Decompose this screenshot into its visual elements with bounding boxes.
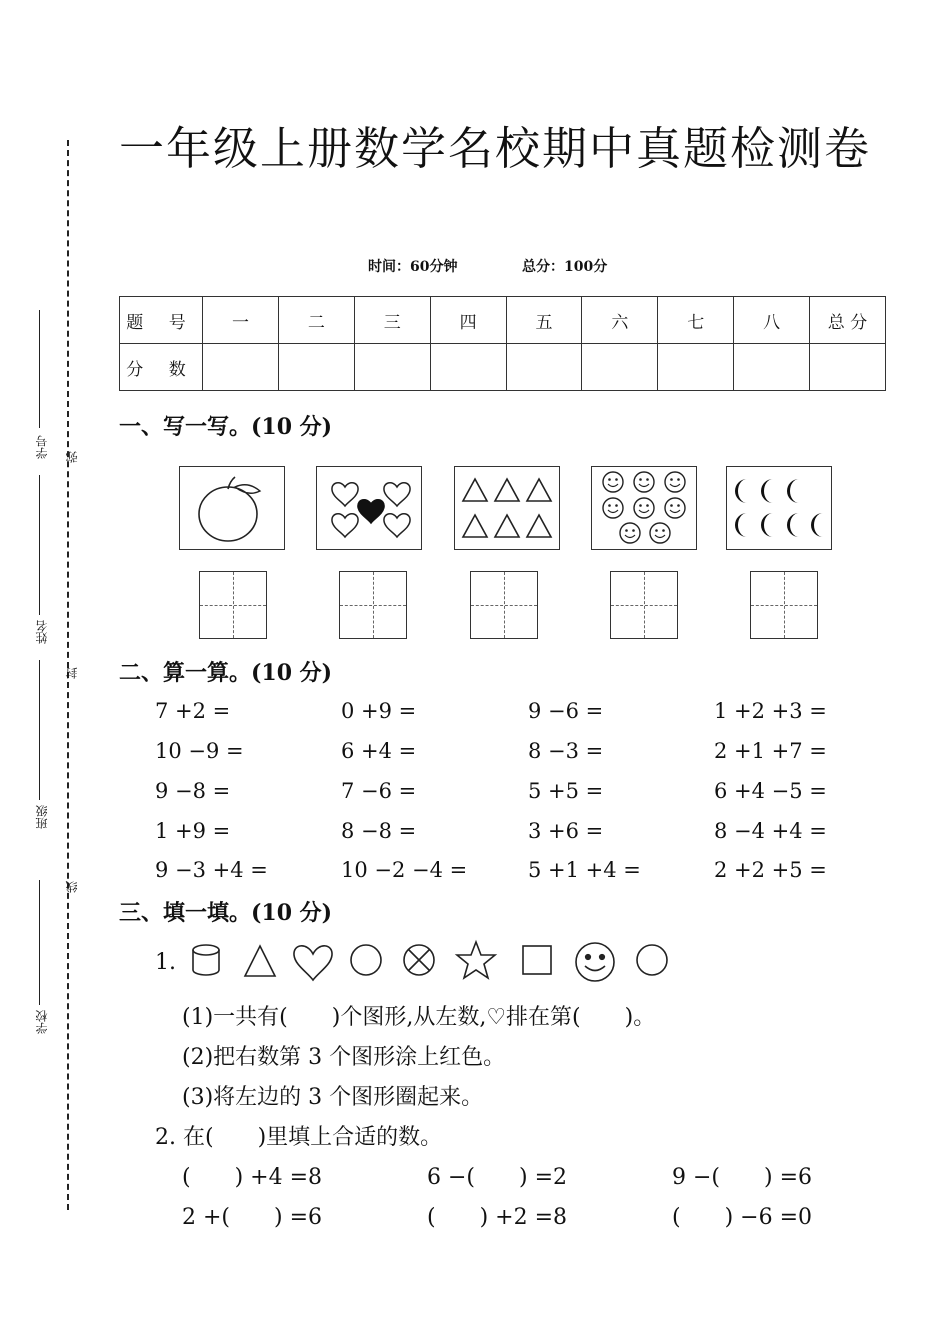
- picture-box: [179, 466, 285, 550]
- name-line[interactable]: [39, 475, 40, 615]
- column-header: 总 分: [810, 297, 886, 344]
- triangles-icon: [455, 467, 559, 549]
- picture-box: [726, 466, 832, 550]
- equation: 1 +2 +3 =: [714, 699, 827, 723]
- writing-grid[interactable]: [199, 571, 267, 639]
- fill-equation: ( ) −6 =0: [672, 1205, 813, 1230]
- table-row: [120, 297, 886, 344]
- score-table: [119, 296, 886, 391]
- star-icon: [457, 942, 495, 978]
- fill-equation: ( ) +2 =8: [427, 1205, 568, 1230]
- section-heading: 二、算一算。(10 分): [119, 660, 333, 686]
- column-header: 八: [734, 297, 810, 344]
- smileys-icon: [592, 467, 696, 549]
- fill-equation: ( ) +4 =8: [182, 1165, 323, 1190]
- writing-grid[interactable]: [610, 571, 678, 639]
- equation: 7 +2 =: [155, 699, 231, 723]
- score-cell[interactable]: [506, 344, 582, 391]
- square-icon: [523, 946, 551, 974]
- page-title: 一年级上册数学名校期中真题检测卷: [118, 122, 871, 175]
- equation: 5 +5 =: [528, 779, 604, 803]
- section-heading: 三、填一填。(10 分): [119, 900, 333, 926]
- school-line[interactable]: [39, 880, 40, 1005]
- circle-icon: [637, 945, 667, 975]
- label-school: 学校: [35, 1010, 49, 1034]
- picture-box: [591, 466, 697, 550]
- equation: 8 −8 =: [341, 819, 417, 843]
- column-header: 二: [278, 297, 354, 344]
- picture-box: [454, 466, 560, 550]
- question-line: 2. 在( )里填上合适的数。: [155, 1125, 443, 1150]
- table-row: [120, 344, 886, 391]
- column-header: 一: [203, 297, 279, 344]
- side-mark-xian: 线: [65, 881, 79, 893]
- writing-grid[interactable]: [470, 571, 538, 639]
- equation: 0 +9 =: [341, 699, 417, 723]
- side-mark-mi: 弥: [65, 451, 79, 463]
- score-cell[interactable]: [278, 344, 354, 391]
- equation: 9 −3 +4 =: [155, 858, 268, 882]
- equation: 6 +4 =: [341, 739, 417, 763]
- column-header: 三: [354, 297, 430, 344]
- side-mark-feng: 封: [65, 667, 79, 679]
- equation: 7 −6 =: [341, 779, 417, 803]
- shapes-row: [185, 938, 675, 986]
- score-cell[interactable]: [658, 344, 734, 391]
- row-label: 题 号: [120, 297, 203, 344]
- hearts-icon: [317, 467, 421, 549]
- circle-cross-icon: [404, 945, 434, 975]
- heart-icon: [294, 946, 332, 980]
- question-line: (1)一共有( )个图形,从左数,♡排在第( )。: [182, 1005, 656, 1030]
- score-cell[interactable]: [430, 344, 506, 391]
- smiley-icon: [576, 943, 614, 981]
- class-line[interactable]: [39, 660, 40, 800]
- apple-icon: [180, 467, 284, 549]
- equation: 6 +4 −5 =: [714, 779, 827, 803]
- equation: 9 −8 =: [155, 779, 231, 803]
- moons-icon: [727, 467, 831, 549]
- column-header: 七: [658, 297, 734, 344]
- row-label: 分 数: [120, 344, 203, 391]
- label-student-number: 学号: [35, 435, 49, 459]
- picture-box: [316, 466, 422, 550]
- question-line: (3)将左边的 3 个图形圈起来。: [182, 1085, 484, 1110]
- student-number-line[interactable]: [39, 310, 40, 428]
- equation: 1 +9 =: [155, 819, 231, 843]
- score-cell[interactable]: [203, 344, 279, 391]
- fill-equation: 9 −( ) =6: [672, 1165, 813, 1190]
- triangle-icon: [245, 946, 275, 976]
- equation: 10 −2 −4 =: [341, 858, 468, 882]
- equation: 8 −4 +4 =: [714, 819, 827, 843]
- label-name: 姓名: [35, 620, 49, 644]
- fill-equation: 6 −( ) =2: [427, 1165, 568, 1190]
- writing-grid[interactable]: [339, 571, 407, 639]
- fill-equation: 2 +( ) =6: [182, 1205, 323, 1230]
- score-cell[interactable]: [810, 344, 886, 391]
- equation: 2 +1 +7 =: [714, 739, 827, 763]
- equation: 2 +2 +5 =: [714, 858, 827, 882]
- equation: 3 +6 =: [528, 819, 604, 843]
- writing-grid[interactable]: [750, 571, 818, 639]
- question-number: 1.: [155, 950, 176, 975]
- column-header: 六: [582, 297, 658, 344]
- equation: 10 −9 =: [155, 739, 244, 763]
- exam-total: 总分：100分: [522, 259, 608, 275]
- section-heading: 一、写一写。(10 分): [119, 414, 333, 440]
- exam-time: 时间：60分钟: [368, 259, 458, 275]
- column-header: 五: [506, 297, 582, 344]
- question-line: (2)把右数第 3 个图形涂上红色。: [182, 1045, 506, 1070]
- label-class: 班级: [35, 805, 49, 829]
- equation: 8 −3 =: [528, 739, 604, 763]
- score-cell[interactable]: [354, 344, 430, 391]
- column-header: 四: [430, 297, 506, 344]
- equation: 9 −6 =: [528, 699, 604, 723]
- score-cell[interactable]: [582, 344, 658, 391]
- score-cell[interactable]: [734, 344, 810, 391]
- circle-icon: [351, 945, 381, 975]
- equation: 5 +1 +4 =: [528, 858, 641, 882]
- cylinder-icon: [193, 945, 219, 975]
